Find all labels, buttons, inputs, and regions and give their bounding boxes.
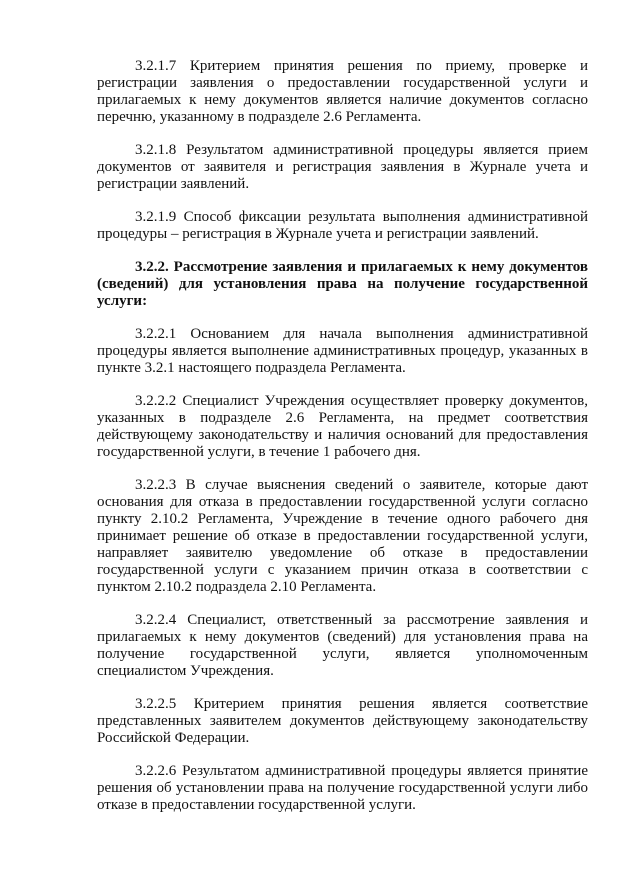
paragraph-3-2-2-1: 3.2.2.1 Основанием для начала выполнения административной процедуры является выполнение административных процедур, указанных в пункте 3.2.1 настоящего подраздела Регламента.	[97, 326, 588, 376]
paragraph-3-2-1-8: 3.2.1.8 Результатом административной процедуры является прием документов от заявителя и регистрация заявления в Журнале учета и регистрации заявлений.	[97, 142, 588, 192]
section-heading-3-2-2: 3.2.2. Рассмотрение заявления и прилагаемых к нему документов (сведений) для установления права на получение государственной услуги:	[97, 259, 588, 309]
paragraph-3-2-2-4: 3.2.2.4 Специалист, ответственный за рассмотрение заявления и прилагаемых к нему документов (сведений) для установления права на получение государственной услуги, является уполномоченным специалистом Учреждения.	[97, 612, 588, 679]
paragraph-3-2-2-3: 3.2.2.3 В случае выяснения сведений о заявителе, которые дают основания для отказа в предоставлении государственной услуги согласно пункту 2.10.2 Регламента, Учреждение в течение одного рабочего дня принимает решение об отказе в предоставлении государственной услуги, направляет заявителю уведомление об отказе в предоставлении государственной услуги с указанием причин отказа в соответствии с пунктом 2.10.2 подраздела 2.10 Регламента.	[97, 477, 588, 595]
paragraph-3-2-1-7: 3.2.1.7 Критерием принятия решения по приему, проверке и регистрации заявления о предоставлении государственной услуги и прилагаемых к нему документов является наличие документов согласно перечню, указанному в подразделе 2.6 Регламента.	[97, 58, 588, 125]
paragraph-3-2-2-6: 3.2.2.6 Результатом административной процедуры является принятие решения об установлении права на получение государственной услуги либо отказе в предоставлении государственной услуги.	[97, 763, 588, 813]
paragraph-3-2-2-2: 3.2.2.2 Специалист Учреждения осуществляет проверку документов, указанных в подразделе 2.6 Регламента, на предмет соответствия действующему законодательству и наличия оснований для предоставления государственной услуги, в течение 1 рабочего дня.	[97, 393, 588, 460]
paragraph-3-2-1-9: 3.2.1.9 Способ фиксации результата выполнения административной процедуры – регистрация в Журнале учета и регистрации заявлений.	[97, 209, 588, 242]
paragraph-3-2-2-5: 3.2.2.5 Критерием принятия решения является соответствие представленных заявителем документов действующему законодательству Российской Федерации.	[97, 696, 588, 746]
document-body	[97, 58, 588, 830]
